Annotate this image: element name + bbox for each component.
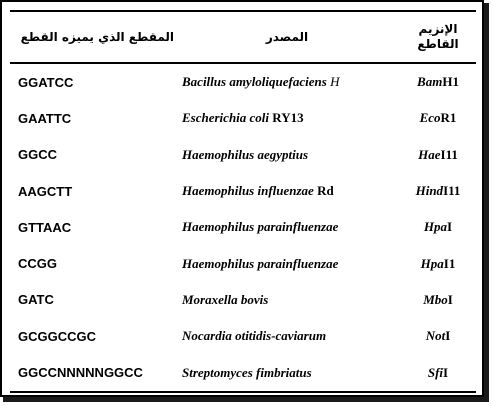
enzyme-prefix: Eco [419, 110, 441, 126]
enzyme-prefix: Bam [417, 74, 443, 90]
source-organism [174, 209, 400, 245]
enzyme-suffix: R1 [440, 110, 457, 126]
enzyme-suffix: H1 [442, 74, 459, 90]
enzyme-suffix: I1 [443, 255, 456, 271]
table-row [10, 282, 476, 318]
enzyme-prefix: Hind [415, 183, 444, 199]
header-recognition-site: المقطع الذي يميزه القطع [10, 11, 174, 63]
recognition-site: GAATTC [18, 110, 72, 126]
organism-name: Streptomyces fimbriatus [182, 364, 312, 380]
header-enzyme [400, 11, 476, 63]
strain-label: RY13 [269, 110, 304, 126]
enzyme-suffix: I11 [440, 146, 458, 162]
recognition-site: GGCCNNNNNGGCC [10, 354, 174, 391]
enzyme-prefix: Not [425, 328, 446, 344]
enzyme-name [400, 100, 476, 136]
recognition-site: GCGGCCGC [18, 328, 96, 344]
enzyme-prefix: Hae [418, 146, 441, 162]
enzyme-name [400, 282, 476, 318]
enzyme-name [400, 318, 476, 354]
header-source: المصدر [174, 11, 400, 63]
organism-name: Nocardia otitidis-caviarum [182, 328, 327, 344]
source-organism [174, 137, 400, 173]
recognition-site: GGATCC [18, 74, 74, 90]
strain-label: Rd [313, 183, 334, 199]
table-row [10, 318, 476, 354]
table-row [10, 63, 476, 100]
enzyme-suffix: I [443, 364, 449, 380]
header-row [10, 11, 476, 63]
source-organism [174, 318, 400, 354]
organism-name: Bacillus amyloliquefaciens [182, 74, 327, 90]
organism-name: Haemophilus parainfluenzae [182, 255, 339, 271]
enzyme-name [400, 63, 476, 100]
recognition-site: GTTAAC [18, 219, 72, 235]
enzyme-suffix: I11 [443, 183, 461, 199]
source-organism [174, 63, 400, 100]
enzyme-prefix: Sfi [427, 364, 444, 380]
enzyme-name [400, 137, 476, 173]
enzyme-prefix: Hpa [423, 219, 448, 235]
source-organism [174, 354, 400, 391]
enzyme-name [400, 209, 476, 245]
enzyme-suffix: I [445, 328, 451, 344]
source-organism [174, 173, 400, 209]
enzyme-prefix: Hpa [420, 255, 444, 271]
recognition-site: GGCC [18, 147, 57, 163]
organism-name: Haemophilus parainfluenzae [182, 219, 339, 235]
table-row [10, 100, 476, 136]
table-body [10, 63, 476, 392]
organism-name: Haemophilus aegyptius [182, 146, 309, 162]
table-row [10, 209, 476, 245]
enzyme-name [400, 173, 476, 209]
source-organism [174, 100, 400, 136]
table-row [10, 173, 476, 209]
organism-name: Haemophilus influenzae [182, 183, 314, 199]
organism-name: Moraxella bovis [182, 291, 269, 307]
enzyme-suffix: I [447, 291, 453, 307]
enzyme-suffix: I [447, 219, 453, 235]
enzyme-prefix: Mbo [423, 291, 448, 307]
recognition-site: AAGCTT [18, 183, 73, 199]
header-enzyme-line2: القاطع [417, 37, 459, 51]
source-organism [174, 245, 400, 281]
table-row [10, 354, 476, 391]
source-organism [174, 282, 400, 318]
strain-label: H [326, 74, 340, 90]
recognition-site: CCGG [18, 256, 57, 272]
restriction-enzymes-table [10, 10, 476, 393]
table-row [10, 137, 476, 173]
enzyme-name [400, 245, 476, 281]
header-enzyme-line1: الإنزيم [418, 22, 458, 36]
recognition-site: GATC [18, 292, 54, 308]
enzyme-name [400, 354, 476, 391]
table-header [10, 11, 476, 63]
organism-name: Escherichia coli [182, 110, 270, 126]
table-row [10, 245, 476, 281]
